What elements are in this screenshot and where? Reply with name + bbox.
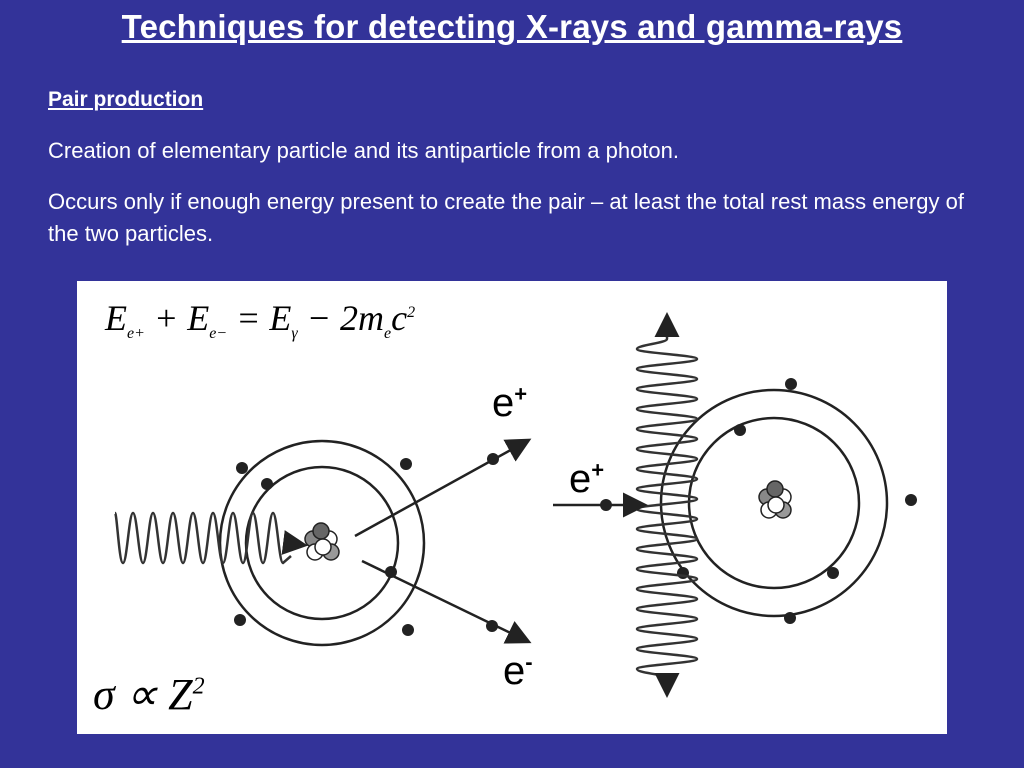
energy-equation: $E_{e+} + E_{e-} = E_\gamma - 2m_ec^2$ [105, 298, 416, 343]
electron-trajectory [362, 561, 527, 641]
label-positron-left: e+ [492, 381, 528, 425]
section-heading: Pair production [48, 88, 204, 111]
positron-trajectory [355, 441, 527, 536]
nucleus [759, 481, 791, 518]
cross-section-equation: $\sigma \propto Z^2$ [93, 670, 205, 719]
pair-production-figure [77, 281, 947, 734]
nucleus [305, 523, 339, 560]
incoming-photon-wave [115, 513, 291, 563]
electrons [677, 378, 917, 624]
condition-text: Occurs only if enough energy present to create the pair – at least the total rest mass energy of the two particles. [48, 189, 964, 246]
right-atom [553, 317, 917, 693]
definition-text: Creation of elementary particle and its antiparticle from a photon. [48, 138, 679, 163]
slide-title: Techniques for detecting X-rays and gamma-rays [121, 8, 903, 45]
label-positron-right: e+ [569, 457, 605, 501]
left-atom [115, 441, 527, 645]
photon-arrow [287, 543, 303, 545]
label-electron-left: e- [503, 649, 533, 693]
